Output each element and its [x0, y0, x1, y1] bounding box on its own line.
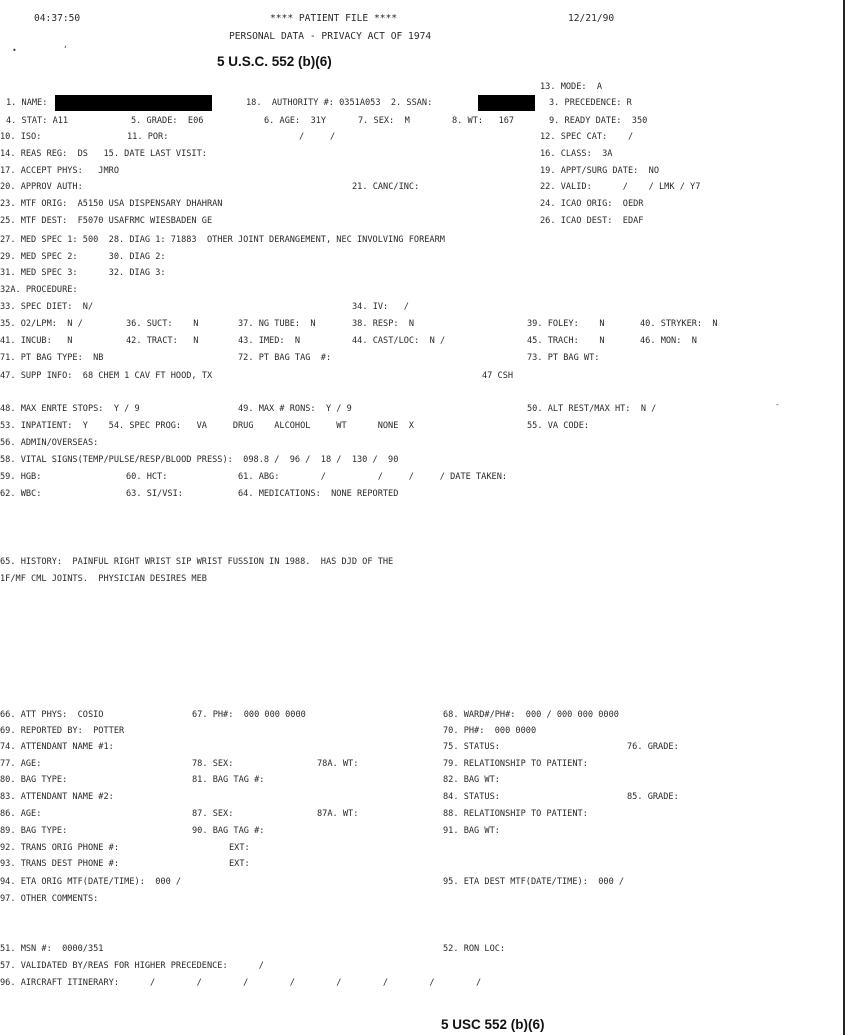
field-pt-bag-tag: 72. PT BAG TAG #: — [238, 353, 332, 363]
foia-exemption-bottom: 5 USC 552 (b)(6) — [441, 1017, 545, 1032]
field-attendant-1-status: 75. STATUS: — [443, 742, 500, 752]
field-icao-dest: 26. ICAO DEST: EDAF — [540, 216, 644, 226]
field-attendant-1-bag-wt: 82. BAG WT: — [443, 775, 500, 785]
field-history: 65. HISTORY: PAINFUL RIGHT WRIST SIP WRIST FUSSION IN 1988. HAS DJD OF THE — [0, 557, 394, 567]
field-precedence: 3. PRECEDENCE: R — [549, 98, 632, 108]
field-msn: 51. MSN #: 0000/351 — [0, 944, 104, 954]
field-tract: 42. TRACT: N — [126, 336, 199, 346]
redaction-name — [55, 95, 212, 111]
field-ward-phone: 68. WARD#/PH#: 000 / 000 000 0000 — [443, 710, 619, 720]
field-att-phys-phone: 67. PH#: 000 000 0000 — [192, 710, 306, 720]
field-foley: 39. FOLEY: N — [527, 319, 605, 329]
field-inpatient-spec-prog: 53. INPATIENT: Y 54. SPEC PROG: VA DRUG ALCOHOL WT NONE X — [0, 421, 414, 431]
field-trans-dest-ext: EXT: — [229, 859, 250, 869]
field-approv-auth: 20. APPROV AUTH: — [0, 182, 83, 192]
redaction-ssan — [478, 95, 535, 111]
field-sex: 7. SEX: M — [358, 116, 410, 126]
print-time: 04:37:50 — [34, 13, 81, 24]
field-imed: 43. IMED: N — [238, 336, 301, 346]
field-aircraft-itinerary: 96. AIRCRAFT ITINERARY: / / / / / / / / — [0, 978, 482, 988]
field-por: 11. POR: — [127, 132, 169, 142]
field-attendant-1-sex: 78. SEX: — [192, 759, 234, 769]
field-med-spec-1: 27. MED SPEC 1: 500 28. DIAG 1: 71883 OTHER JOINT DERANGEMENT, NEC INVOLVING FOREARM — [0, 235, 445, 245]
field-history-cont: 1F/MF CML JOINTS. PHYSICIAN DESIRES MEB — [0, 574, 207, 584]
field-canc-inc: 21. CANC/INC: — [352, 182, 420, 192]
field-pt-bag-wt: 73. PT BAG WT: — [527, 353, 600, 363]
field-supp-info-unit: 47 CSH — [482, 371, 514, 381]
field-grade: 5. GRADE: E06 — [131, 116, 204, 126]
speck-mark: • — [12, 46, 17, 55]
field-attendant-2-relationship: 88. RELATIONSHIP TO PATIENT: — [443, 809, 588, 819]
field-attendant-2-name: 83. ATTENDANT NAME #2: — [0, 792, 114, 802]
field-icao-orig: 24. ICAO ORIG: OEDR — [540, 199, 644, 209]
field-reporter-phone: 70. PH#: 000 0000 — [443, 726, 537, 736]
field-attendant-1-age: 77. AGE: — [0, 759, 42, 769]
field-attendant-1-bag-type: 80. BAG TYPE: — [0, 775, 68, 785]
document-title: **** PATIENT FILE **** — [270, 13, 398, 24]
field-attendant-1-wt: 78A. WT: — [317, 759, 359, 769]
field-resp: 38. RESP: N — [352, 319, 415, 329]
field-wt: 8. WT: 167 — [452, 116, 515, 126]
field-trans-orig-ext: EXT: — [229, 843, 250, 853]
field-o2-lpm: 35. O2/LPM: N / — [0, 319, 83, 329]
field-authority-ssan: 18. AUTHORITY #: 0351A053 2. SSAN: — [246, 98, 433, 108]
field-iv: 34. IV: / — [352, 302, 409, 312]
field-ready-date: 9. READY DATE: 350 — [549, 116, 648, 126]
field-attendant-1-grade: 76. GRADE: — [627, 742, 679, 752]
field-attendant-2-sex: 87. SEX: — [192, 809, 234, 819]
field-mon: 46. MON: N — [640, 336, 697, 346]
field-spec-diet: 33. SPEC DIET: N/ — [0, 302, 94, 312]
field-va-code: 55. VA CODE: — [527, 421, 590, 431]
field-hgb: 59. HGB: — [0, 472, 42, 482]
field-trans-orig-phone: 92. TRANS ORIG PHONE #: — [0, 843, 119, 853]
field-hct: 60. HCT: — [126, 472, 168, 482]
field-age: 6. AGE: 31Y — [264, 116, 327, 126]
field-attendant-2-age: 86. AGE: — [0, 809, 42, 819]
field-eta-dest-mtf: 95. ETA DEST MTF(DATE/TIME): 000 / — [443, 877, 625, 887]
field-iso: 10. ISO: — [0, 132, 42, 142]
field-incub: 41. INCUB: N — [0, 336, 73, 346]
field-vital-signs: 58. VITAL SIGNS(TEMP/PULSE/RESP/BLOOD PRESS): 098.8 / 96 / 18 / 130 / 90 — [0, 455, 399, 465]
field-attendant-1-relationship: 79. RELATIONSHIP TO PATIENT: — [443, 759, 588, 769]
field-spec-cat: 12. SPEC CAT: / — [540, 132, 634, 142]
foia-exemption-top: 5 U.S.C. 552 (b)(6) — [217, 54, 332, 69]
field-suct: 36. SUCT: N — [126, 319, 199, 329]
field-attendant-2-bag-tag: 90. BAG TAG #: — [192, 826, 265, 836]
field-abg: 61. ABG: / / / / DATE TAKEN: — [238, 472, 508, 482]
field-appt-surg-date: 19. APPT/SURG DATE: NO — [540, 166, 659, 176]
field-max-enrte-stops: 48. MAX ENRTE STOPS: Y / 9 — [0, 404, 140, 414]
field-cast-loc: 44. CAST/LOC: N / — [352, 336, 446, 346]
field-attendant-1-name: 74. ATTENDANT NAME #1: — [0, 742, 114, 752]
field-alt-rest-max-ht: 50. ALT REST/MAX HT: N / — [527, 404, 657, 414]
page-edge-line — [843, 0, 845, 1035]
field-wbc: 62. WBC: — [0, 489, 42, 499]
field-stryker: 40. STRYKER: N — [640, 319, 718, 329]
field-max-rons: 49. MAX # RONS: Y / 9 — [238, 404, 352, 414]
print-date: 12/21/90 — [568, 13, 615, 24]
field-eta-orig-mtf: 94. ETA ORIG MTF(DATE/TIME): 000 / — [0, 877, 182, 887]
field-ng-tube: 37. NG TUBE: N — [238, 319, 316, 329]
field-attendant-2-grade: 85. GRADE: — [627, 792, 679, 802]
field-other-comments: 97. OTHER COMMENTS: — [0, 894, 99, 904]
speck-mark: - — [775, 400, 780, 409]
field-mtf-dest: 25. MTF DEST: F5070 USAFRMC WIESBADEN GE — [0, 216, 213, 226]
field-ron-loc: 52. RON LOC: — [443, 944, 506, 954]
field-reas-reg-last-visit: 14. REAS REG: DS 15. DATE LAST VISIT: — [0, 149, 207, 159]
field-attendant-2-bag-wt: 91. BAG WT: — [443, 826, 500, 836]
field-med-spec-3: 31. MED SPEC 3: 32. DIAG 3: — [0, 268, 166, 278]
field-mode: 13. MODE: A — [540, 82, 603, 92]
field-admin-overseas: 56. ADMIN/OVERSEAS: — [0, 438, 99, 448]
field-valid: 22. VALID: / / LMK / Y7 — [540, 182, 701, 192]
privacy-act-subtitle: PERSONAL DATA - PRIVACY ACT OF 1974 — [229, 31, 432, 42]
field-por-value: / / — [299, 132, 336, 142]
field-med-spec-2: 29. MED SPEC 2: 30. DIAG 2: — [0, 252, 166, 262]
field-att-phys: 66. ATT PHYS: COSIO — [0, 710, 104, 720]
field-trans-dest-phone: 93. TRANS DEST PHONE #: — [0, 859, 119, 869]
field-trach: 45. TRACH: N — [527, 336, 605, 346]
field-name: 1. NAME: — [6, 98, 48, 108]
field-validated-by: 57. VALIDATED BY/REAS FOR HIGHER PRECEDENCE: / — [0, 961, 264, 971]
field-procedure: 32A. PROCEDURE: — [0, 285, 78, 295]
field-attendant-2-status: 84. STATUS: — [443, 792, 500, 802]
field-si-vsi: 63. SI/VSI: — [126, 489, 183, 499]
speck-mark: , — [63, 40, 68, 49]
field-mtf-orig: 23. MTF ORIG: A5150 USA DISPENSARY DHAHRAN — [0, 199, 223, 209]
field-attendant-1-bag-tag: 81. BAG TAG #: — [192, 775, 265, 785]
field-medications: 64. MEDICATIONS: NONE REPORTED — [238, 489, 399, 499]
field-accept-phys: 17. ACCEPT PHYS: JMRO — [0, 166, 119, 176]
field-attendant-2-wt: 87A. WT: — [317, 809, 359, 819]
field-supp-info: 47. SUPP INFO: 68 CHEM 1 CAV FT HOOD, TX — [0, 371, 213, 381]
field-reported-by: 69. REPORTED BY: POTTER — [0, 726, 125, 736]
field-pt-bag-type: 71. PT BAG TYPE: NB — [0, 353, 104, 363]
field-attendant-2-bag-type: 89. BAG TYPE: — [0, 826, 68, 836]
field-stat: 4. STAT: A11 — [6, 116, 69, 126]
field-class: 16. CLASS: 3A — [540, 149, 613, 159]
